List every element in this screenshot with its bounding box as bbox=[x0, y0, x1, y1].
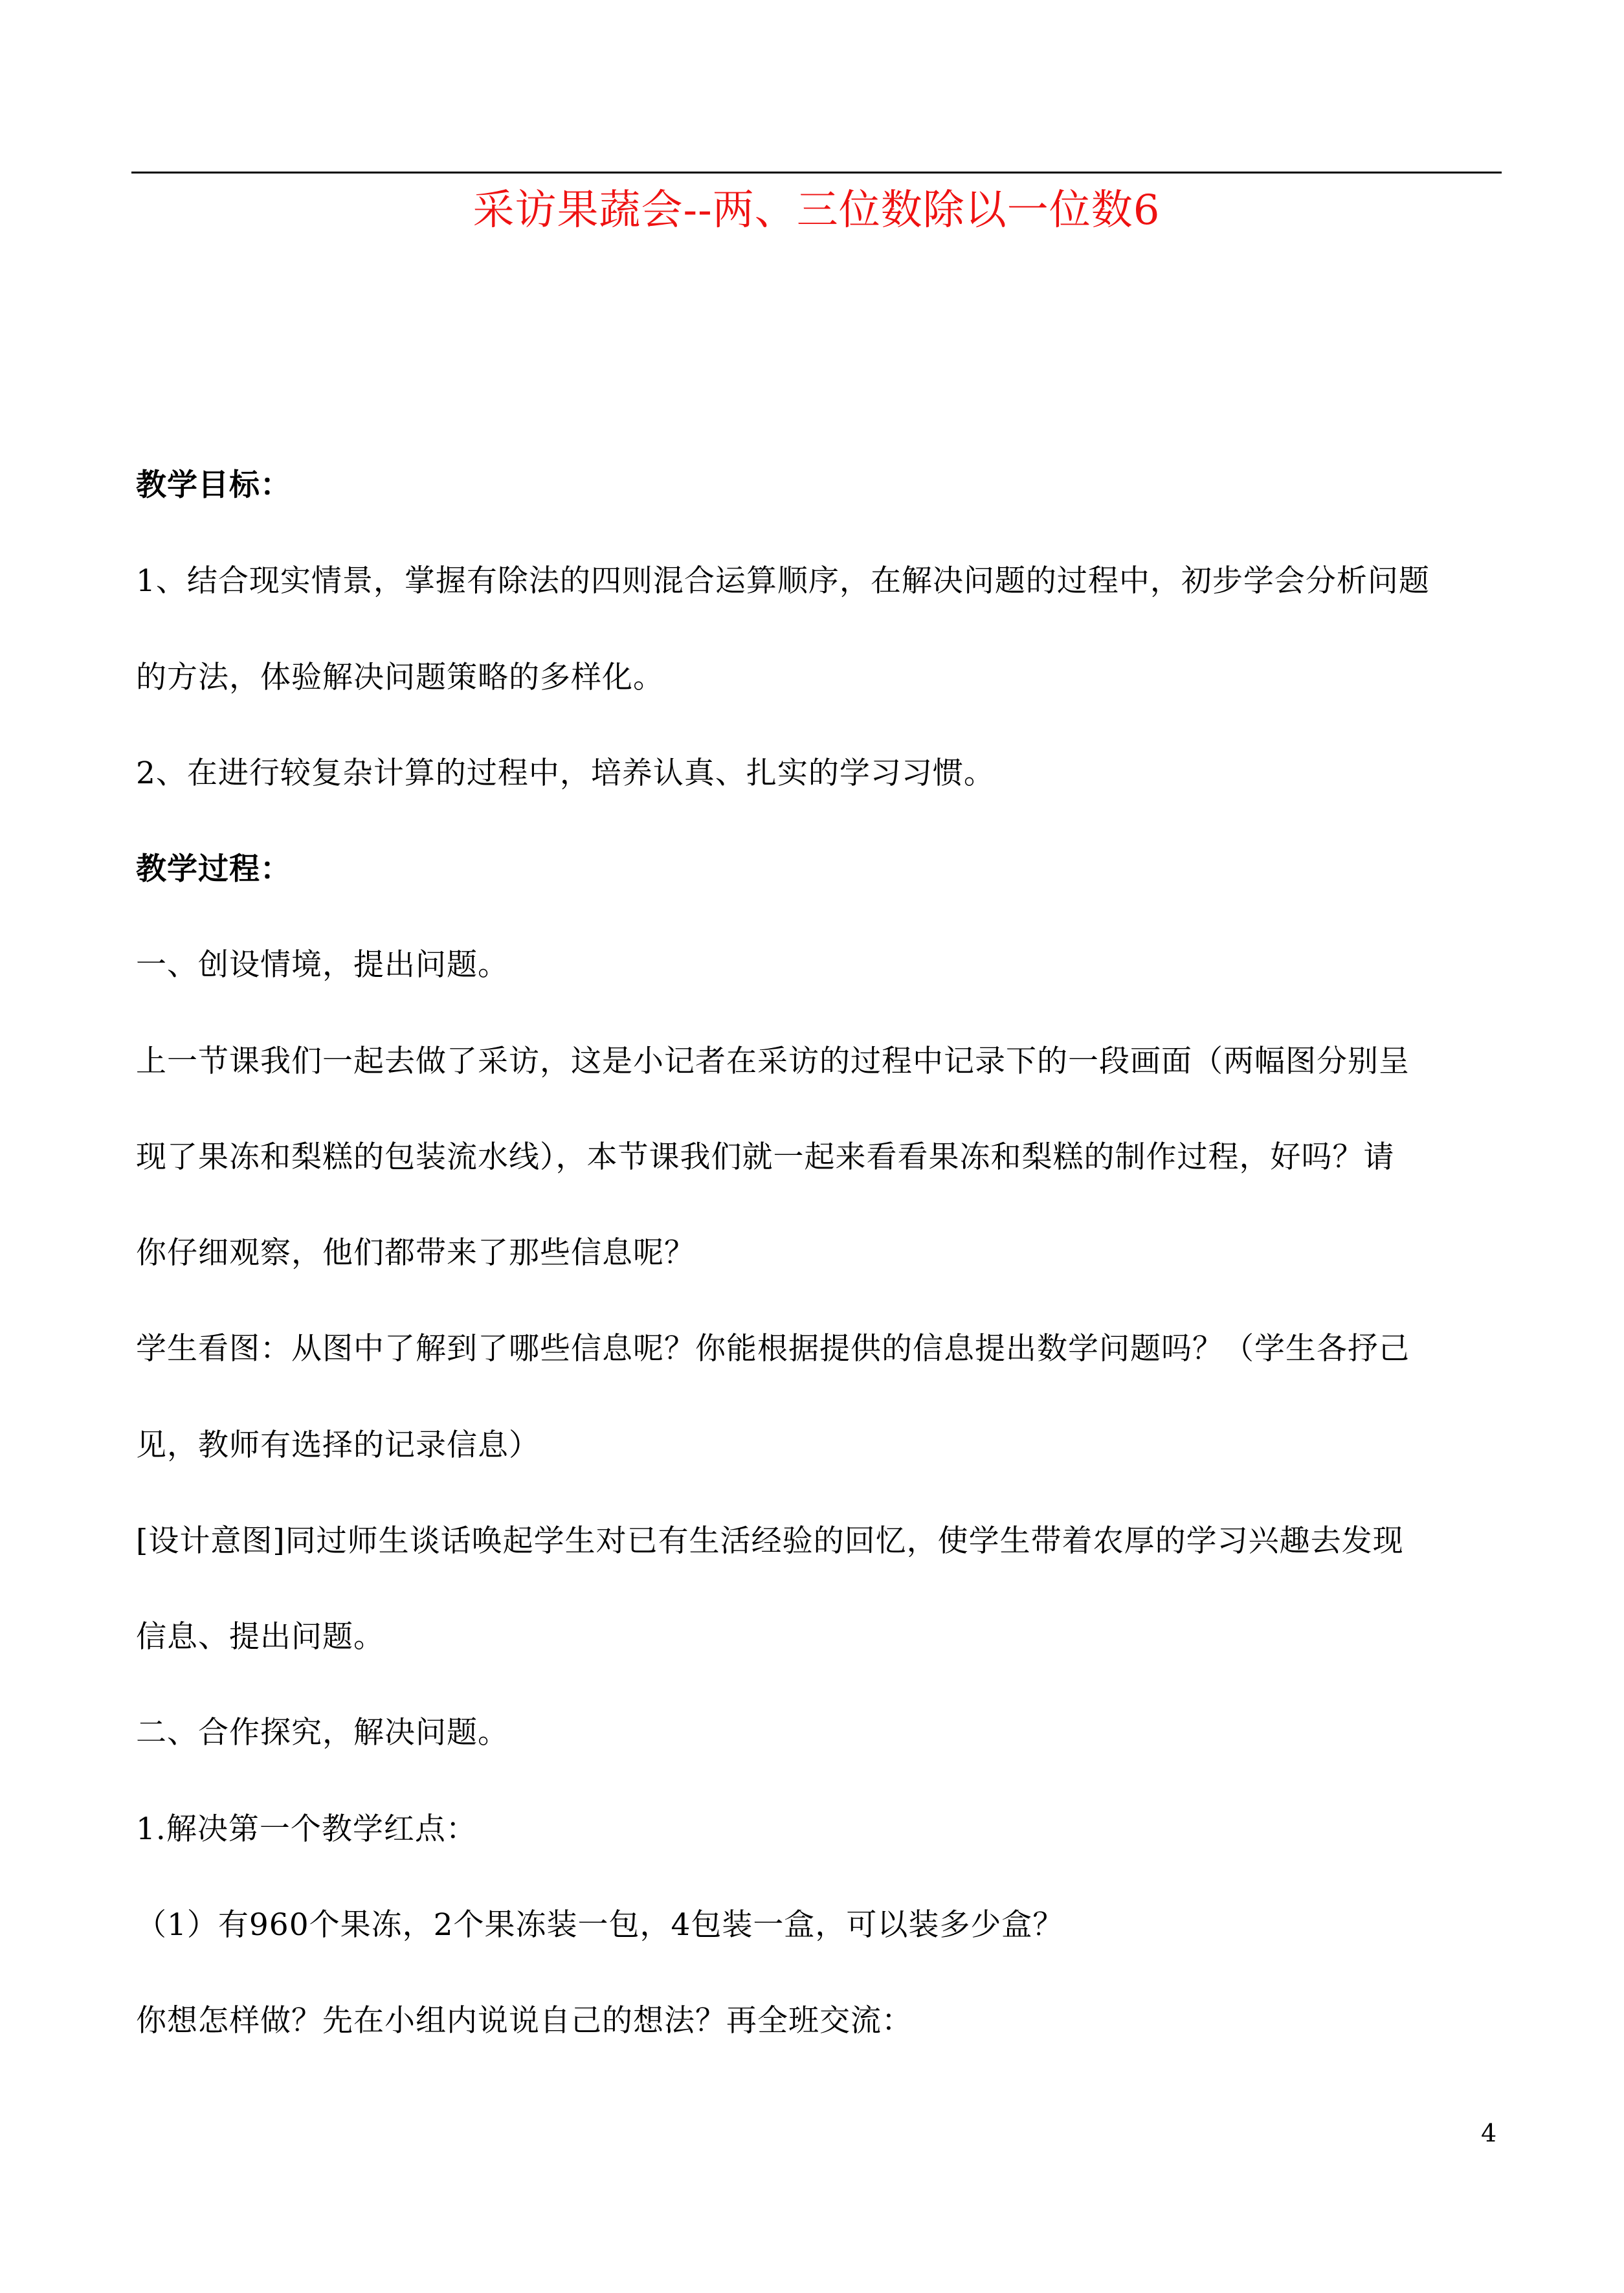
paragraph-line: 信息、提出问题。 bbox=[136, 1619, 384, 1655]
paragraph-line: 学生看图：从图中了解到了哪些信息呢？你能根据提供的信息提出数学问题吗？（学生各抒己 bbox=[136, 1331, 1410, 1367]
paragraph-line: 你想怎样做？先在小组内说说自己的想法？再全班交流： bbox=[136, 2003, 913, 2039]
paragraph-line: 的方法，体验解决问题策略的多样化。 bbox=[136, 660, 664, 695]
heading-teaching-goals: 教学目标： bbox=[136, 467, 291, 503]
paragraph-line: 2、在进行较复杂计算的过程中，培养认真、扎实的学习习惯。 bbox=[136, 755, 995, 791]
paragraph-line: 你仔细观察，他们都带来了那些信息呢？ bbox=[136, 1235, 695, 1271]
paragraph-line: 1、结合现实情景，掌握有除法的四则混合运算顺序，在解决问题的过程中，初步学会分析问题 bbox=[136, 563, 1430, 599]
paragraph-line: 现了果冻和梨糕的包装流水线），本节课我们就一起来看看果冻和梨糕的制作过程，好吗？请 bbox=[136, 1139, 1395, 1175]
paragraph-line: 二、合作探究，解决问题。 bbox=[136, 1715, 509, 1751]
paragraph-line: 见，教师有选择的记录信息） bbox=[136, 1427, 540, 1463]
header-rule bbox=[131, 172, 1502, 173]
paragraph-line: 一、创设情境，提出问题。 bbox=[136, 947, 509, 983]
paragraph-line: 1.解决第一个教学红点： bbox=[136, 1811, 477, 1847]
paragraph-line: （1）有960个果冻，2个果冻装一包，4包装一盒，可以装多少盒？ bbox=[136, 1907, 1064, 1943]
page-number: 4 bbox=[1481, 2119, 1497, 2147]
paragraph-line: 上一节课我们一起去做了采访，这是小记者在采访的过程中记录下的一段画面（两幅图分别呈 bbox=[136, 1044, 1410, 1079]
heading-teaching-process: 教学过程： bbox=[136, 851, 291, 887]
paragraph-line: [设计意图]同过师生谈话唤起学生对已有生活经验的回忆，使学生带着农厚的学习兴趣去发现 bbox=[136, 1523, 1404, 1559]
document-title: 采访果蔬会--两、三位数除以一位数6 bbox=[473, 186, 1161, 234]
